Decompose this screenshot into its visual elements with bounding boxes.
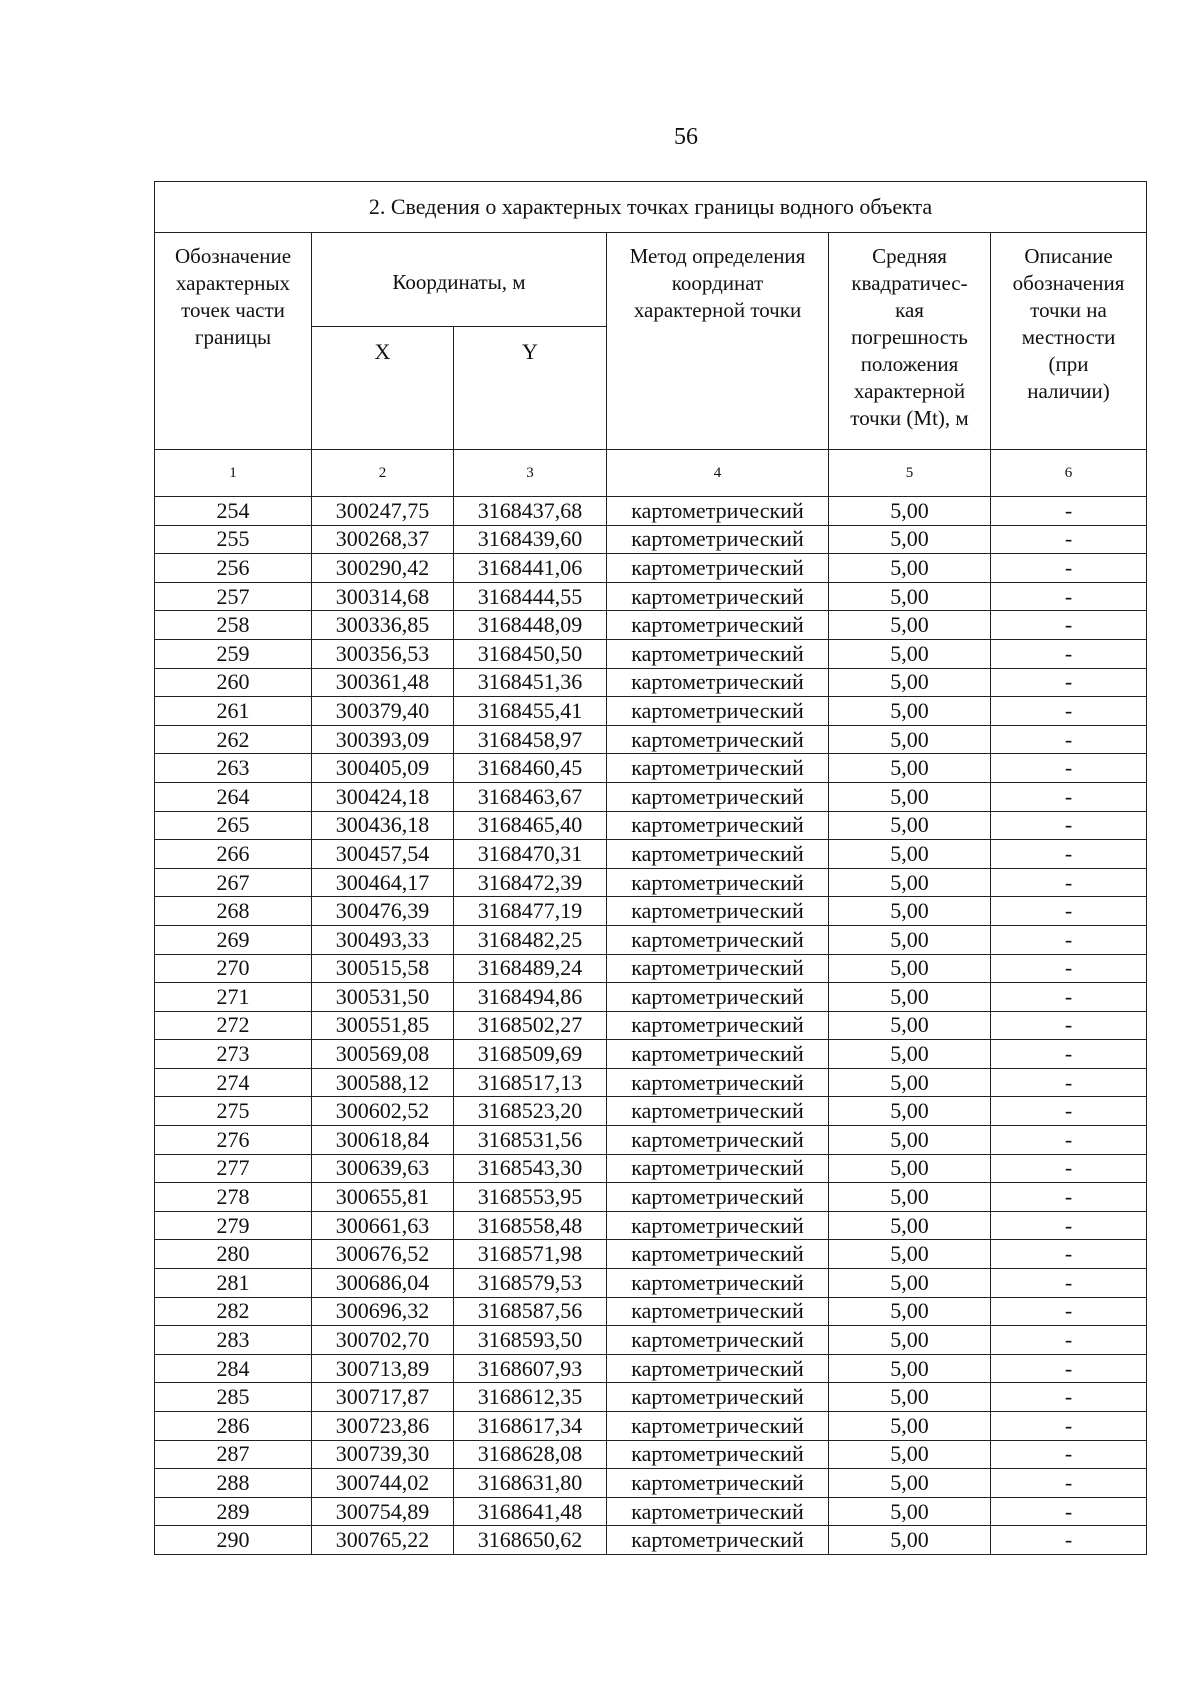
mean-error-cell: 5,00 bbox=[829, 582, 991, 611]
y-coordinate-cell: 3168571,98 bbox=[454, 1240, 607, 1269]
y-coordinate-cell: 3168450,50 bbox=[454, 639, 607, 668]
point-number-cell: 260 bbox=[155, 668, 312, 697]
table-row bbox=[155, 1412, 1147, 1441]
y-coordinate-cell: 3168472,39 bbox=[454, 868, 607, 897]
description-cell: - bbox=[991, 897, 1147, 926]
mean-error-cell: 5,00 bbox=[829, 1269, 991, 1298]
method-cell: картометрический bbox=[607, 525, 829, 554]
table-row bbox=[155, 811, 1147, 840]
point-number-cell: 290 bbox=[155, 1526, 312, 1555]
column-number-cell: 3 bbox=[454, 450, 607, 497]
point-number-cell: 272 bbox=[155, 1011, 312, 1040]
mean-error-cell: 5,00 bbox=[829, 983, 991, 1012]
x-coordinate-cell: 300754,89 bbox=[312, 1497, 454, 1526]
table-body bbox=[155, 497, 1147, 1555]
mean-error-cell: 5,00 bbox=[829, 697, 991, 726]
mean-error-cell: 5,00 bbox=[829, 1240, 991, 1269]
y-coordinate-cell: 3168451,36 bbox=[454, 668, 607, 697]
y-coordinate-cell: 3168517,13 bbox=[454, 1068, 607, 1097]
point-number-cell: 282 bbox=[155, 1297, 312, 1326]
y-coordinate-cell: 3168587,56 bbox=[454, 1297, 607, 1326]
x-coordinate-cell: 300676,52 bbox=[312, 1240, 454, 1269]
method-cell: картометрический bbox=[607, 754, 829, 783]
x-coordinate-cell: 300739,30 bbox=[312, 1440, 454, 1469]
description-cell: - bbox=[991, 1297, 1147, 1326]
point-number-cell: 276 bbox=[155, 1126, 312, 1155]
point-number-cell: 259 bbox=[155, 639, 312, 668]
method-cell: картометрический bbox=[607, 1240, 829, 1269]
description-cell: - bbox=[991, 668, 1147, 697]
point-number-cell: 270 bbox=[155, 954, 312, 983]
y-coordinate-cell: 3168465,40 bbox=[454, 811, 607, 840]
y-coordinate-cell: 3168607,93 bbox=[454, 1354, 607, 1383]
mean-error-cell: 5,00 bbox=[829, 754, 991, 783]
table-row bbox=[155, 1326, 1147, 1355]
mean-error-cell: 5,00 bbox=[829, 782, 991, 811]
mean-error-cell: 5,00 bbox=[829, 1126, 991, 1155]
header-line: (при bbox=[1048, 352, 1089, 376]
description-cell: - bbox=[991, 1269, 1147, 1298]
table-row bbox=[155, 611, 1147, 640]
table-row bbox=[155, 1269, 1147, 1298]
x-coordinate-cell: 300290,42 bbox=[312, 554, 454, 583]
mean-error-cell: 5,00 bbox=[829, 1068, 991, 1097]
description-cell: - bbox=[991, 811, 1147, 840]
method-cell: картометрический bbox=[607, 1068, 829, 1097]
method-cell: картометрический bbox=[607, 1211, 829, 1240]
x-coordinate-cell: 300551,85 bbox=[312, 1011, 454, 1040]
method-cell: картометрический bbox=[607, 639, 829, 668]
column-number-cell: 4 bbox=[607, 450, 829, 497]
column-numbers-row bbox=[155, 450, 1147, 497]
header-line: погрешность bbox=[851, 325, 968, 349]
table-row bbox=[155, 1383, 1147, 1412]
mean-error-cell: 5,00 bbox=[829, 897, 991, 926]
description-cell: - bbox=[991, 754, 1147, 783]
table-row bbox=[155, 525, 1147, 554]
method-cell: картометрический bbox=[607, 1383, 829, 1412]
description-cell: - bbox=[991, 1497, 1147, 1526]
table-row bbox=[155, 725, 1147, 754]
header-line: точки (Mt), м bbox=[850, 406, 969, 430]
table-row bbox=[155, 1297, 1147, 1326]
x-coordinate-cell: 300686,04 bbox=[312, 1269, 454, 1298]
y-coordinate-cell: 3168543,30 bbox=[454, 1154, 607, 1183]
header-line: наличии) bbox=[1027, 379, 1110, 403]
header-line: координат bbox=[671, 271, 764, 295]
x-coordinate-cell: 300336,85 bbox=[312, 611, 454, 640]
header-line: положения bbox=[860, 352, 959, 376]
point-number-cell: 258 bbox=[155, 611, 312, 640]
mean-error-cell: 5,00 bbox=[829, 1183, 991, 1212]
mean-error-cell: 5,00 bbox=[829, 1040, 991, 1069]
table-row bbox=[155, 1126, 1147, 1155]
mean-error-cell: 5,00 bbox=[829, 611, 991, 640]
description-cell: - bbox=[991, 1097, 1147, 1126]
point-number-cell: 286 bbox=[155, 1412, 312, 1441]
table-row bbox=[155, 554, 1147, 583]
table-row bbox=[155, 1354, 1147, 1383]
x-coordinate-cell: 300531,50 bbox=[312, 983, 454, 1012]
mean-error-cell: 5,00 bbox=[829, 1412, 991, 1441]
point-number-cell: 257 bbox=[155, 582, 312, 611]
x-coordinate-cell: 300476,39 bbox=[312, 897, 454, 926]
description-cell: - bbox=[991, 1068, 1147, 1097]
table-row bbox=[155, 639, 1147, 668]
mean-error-cell: 5,00 bbox=[829, 1297, 991, 1326]
table-row bbox=[155, 1040, 1147, 1069]
point-number-cell: 281 bbox=[155, 1269, 312, 1298]
table-row bbox=[155, 954, 1147, 983]
method-cell: картометрический bbox=[607, 668, 829, 697]
header-line: Средняя bbox=[872, 244, 947, 268]
method-cell: картометрический bbox=[607, 925, 829, 954]
description-cell: - bbox=[991, 1240, 1147, 1269]
point-number-cell: 266 bbox=[155, 840, 312, 869]
table-row bbox=[155, 668, 1147, 697]
point-number-cell: 254 bbox=[155, 497, 312, 526]
table-row bbox=[155, 1154, 1147, 1183]
boundary-points-table bbox=[154, 181, 1147, 1555]
y-coordinate-cell: 3168477,19 bbox=[454, 897, 607, 926]
point-number-cell: 261 bbox=[155, 697, 312, 726]
y-coordinate-cell: 3168641,48 bbox=[454, 1497, 607, 1526]
header-line: Описание bbox=[1024, 244, 1113, 268]
y-coordinate-cell: 3168628,08 bbox=[454, 1440, 607, 1469]
method-cell: картометрический bbox=[607, 1097, 829, 1126]
header-mean-error bbox=[829, 233, 991, 450]
x-coordinate-cell: 300436,18 bbox=[312, 811, 454, 840]
x-coordinate-cell: 300713,89 bbox=[312, 1354, 454, 1383]
method-cell: картометрический bbox=[607, 1297, 829, 1326]
header-line: характерных bbox=[175, 271, 291, 295]
method-cell: картометрический bbox=[607, 897, 829, 926]
description-cell: - bbox=[991, 1526, 1147, 1555]
method-cell: картометрический bbox=[607, 1440, 829, 1469]
y-coordinate-cell: 3168650,62 bbox=[454, 1526, 607, 1555]
mean-error-cell: 5,00 bbox=[829, 497, 991, 526]
mean-error-cell: 5,00 bbox=[829, 1154, 991, 1183]
description-cell: - bbox=[991, 1011, 1147, 1040]
y-coordinate-cell: 3168463,67 bbox=[454, 782, 607, 811]
mean-error-cell: 5,00 bbox=[829, 639, 991, 668]
header-x: X bbox=[312, 327, 454, 450]
table-row bbox=[155, 697, 1147, 726]
method-cell: картометрический bbox=[607, 1412, 829, 1441]
description-cell: - bbox=[991, 1154, 1147, 1183]
mean-error-cell: 5,00 bbox=[829, 1383, 991, 1412]
y-coordinate-cell: 3168441,06 bbox=[454, 554, 607, 583]
description-cell: - bbox=[991, 1440, 1147, 1469]
table-row bbox=[155, 925, 1147, 954]
description-cell: - bbox=[991, 1211, 1147, 1240]
header-line: характерной точки bbox=[633, 298, 802, 322]
y-coordinate-cell: 3168489,24 bbox=[454, 954, 607, 983]
y-coordinate-cell: 3168617,34 bbox=[454, 1412, 607, 1441]
table-row bbox=[155, 782, 1147, 811]
point-number-cell: 255 bbox=[155, 525, 312, 554]
method-cell: картометрический bbox=[607, 868, 829, 897]
x-coordinate-cell: 300569,08 bbox=[312, 1040, 454, 1069]
x-coordinate-cell: 300464,17 bbox=[312, 868, 454, 897]
y-coordinate-cell: 3168470,31 bbox=[454, 840, 607, 869]
description-cell: - bbox=[991, 1412, 1147, 1441]
mean-error-cell: 5,00 bbox=[829, 1469, 991, 1498]
table-row bbox=[155, 582, 1147, 611]
y-coordinate-cell: 3168482,25 bbox=[454, 925, 607, 954]
x-coordinate-cell: 300717,87 bbox=[312, 1383, 454, 1412]
mean-error-cell: 5,00 bbox=[829, 1097, 991, 1126]
mean-error-cell: 5,00 bbox=[829, 668, 991, 697]
mean-error-cell: 5,00 bbox=[829, 1211, 991, 1240]
table-row bbox=[155, 1469, 1147, 1498]
method-cell: картометрический bbox=[607, 782, 829, 811]
header-line: квадратичес- bbox=[851, 271, 968, 295]
header-line: обозначения bbox=[1012, 271, 1125, 295]
point-number-cell: 288 bbox=[155, 1469, 312, 1498]
table-row bbox=[155, 1097, 1147, 1126]
point-number-cell: 265 bbox=[155, 811, 312, 840]
page-number: 56 bbox=[674, 124, 698, 150]
method-cell: картометрический bbox=[607, 1497, 829, 1526]
x-coordinate-cell: 300696,32 bbox=[312, 1297, 454, 1326]
point-number-cell: 279 bbox=[155, 1211, 312, 1240]
method-cell: картометрический bbox=[607, 1354, 829, 1383]
x-coordinate-cell: 300765,22 bbox=[312, 1526, 454, 1555]
method-cell: картометрический bbox=[607, 1183, 829, 1212]
y-coordinate-cell: 3168509,69 bbox=[454, 1040, 607, 1069]
table-row bbox=[155, 983, 1147, 1012]
table-row bbox=[155, 1183, 1147, 1212]
y-coordinate-cell: 3168612,35 bbox=[454, 1383, 607, 1412]
method-cell: картометрический bbox=[607, 1269, 829, 1298]
method-cell: картометрический bbox=[607, 1326, 829, 1355]
description-cell: - bbox=[991, 1469, 1147, 1498]
header-line: точки на bbox=[1030, 298, 1107, 322]
table-row bbox=[155, 1526, 1147, 1555]
x-coordinate-cell: 300493,33 bbox=[312, 925, 454, 954]
description-cell: - bbox=[991, 1183, 1147, 1212]
table-row bbox=[155, 897, 1147, 926]
description-cell: - bbox=[991, 1326, 1147, 1355]
point-number-cell: 280 bbox=[155, 1240, 312, 1269]
point-number-cell: 275 bbox=[155, 1097, 312, 1126]
method-cell: картометрический bbox=[607, 697, 829, 726]
x-coordinate-cell: 300702,70 bbox=[312, 1326, 454, 1355]
point-number-cell: 277 bbox=[155, 1154, 312, 1183]
y-coordinate-cell: 3168455,41 bbox=[454, 697, 607, 726]
description-cell: - bbox=[991, 582, 1147, 611]
header-line: точек части bbox=[181, 298, 285, 322]
column-number-cell: 1 bbox=[155, 450, 312, 497]
method-cell: картометрический bbox=[607, 497, 829, 526]
point-number-cell: 264 bbox=[155, 782, 312, 811]
mean-error-cell: 5,00 bbox=[829, 554, 991, 583]
x-coordinate-cell: 300457,54 bbox=[312, 840, 454, 869]
point-number-cell: 283 bbox=[155, 1326, 312, 1355]
method-cell: картометрический bbox=[607, 983, 829, 1012]
point-number-cell: 274 bbox=[155, 1068, 312, 1097]
x-coordinate-cell: 300424,18 bbox=[312, 782, 454, 811]
table-row bbox=[155, 868, 1147, 897]
description-cell: - bbox=[991, 925, 1147, 954]
method-cell: картометрический bbox=[607, 954, 829, 983]
mean-error-cell: 5,00 bbox=[829, 868, 991, 897]
x-coordinate-cell: 300723,86 bbox=[312, 1412, 454, 1441]
point-number-cell: 269 bbox=[155, 925, 312, 954]
method-cell: картометрический bbox=[607, 725, 829, 754]
description-cell: - bbox=[991, 1040, 1147, 1069]
y-coordinate-cell: 3168531,56 bbox=[454, 1126, 607, 1155]
description-cell: - bbox=[991, 840, 1147, 869]
y-coordinate-cell: 3168437,68 bbox=[454, 497, 607, 526]
table-row bbox=[155, 1211, 1147, 1240]
header-description bbox=[991, 233, 1147, 450]
x-coordinate-cell: 300268,37 bbox=[312, 525, 454, 554]
point-number-cell: 284 bbox=[155, 1354, 312, 1383]
mean-error-cell: 5,00 bbox=[829, 525, 991, 554]
mean-error-cell: 5,00 bbox=[829, 725, 991, 754]
method-cell: картометрический bbox=[607, 1040, 829, 1069]
description-cell: - bbox=[991, 983, 1147, 1012]
column-number-cell: 2 bbox=[312, 450, 454, 497]
method-cell: картометрический bbox=[607, 1526, 829, 1555]
column-number-cell: 5 bbox=[829, 450, 991, 497]
x-coordinate-cell: 300356,53 bbox=[312, 639, 454, 668]
mean-error-cell: 5,00 bbox=[829, 1354, 991, 1383]
column-number-cell: 6 bbox=[991, 450, 1147, 497]
table-row bbox=[155, 754, 1147, 783]
point-number-cell: 285 bbox=[155, 1383, 312, 1412]
point-number-cell: 256 bbox=[155, 554, 312, 583]
description-cell: - bbox=[991, 497, 1147, 526]
y-coordinate-cell: 3168502,27 bbox=[454, 1011, 607, 1040]
mean-error-cell: 5,00 bbox=[829, 811, 991, 840]
mean-error-cell: 5,00 bbox=[829, 925, 991, 954]
header-y: Y bbox=[454, 327, 607, 450]
header-coordinates: Координаты, м bbox=[312, 233, 607, 327]
description-cell: - bbox=[991, 725, 1147, 754]
x-coordinate-cell: 300661,63 bbox=[312, 1211, 454, 1240]
mean-error-cell: 5,00 bbox=[829, 1497, 991, 1526]
header-line: Метод определения bbox=[629, 244, 806, 268]
table-row bbox=[155, 497, 1147, 526]
table-row bbox=[155, 840, 1147, 869]
description-cell: - bbox=[991, 1126, 1147, 1155]
mean-error-cell: 5,00 bbox=[829, 1440, 991, 1469]
method-cell: картометрический bbox=[607, 811, 829, 840]
point-number-cell: 263 bbox=[155, 754, 312, 783]
x-coordinate-cell: 300639,63 bbox=[312, 1154, 454, 1183]
description-cell: - bbox=[991, 611, 1147, 640]
mean-error-cell: 5,00 bbox=[829, 1011, 991, 1040]
point-number-cell: 267 bbox=[155, 868, 312, 897]
point-number-cell: 278 bbox=[155, 1183, 312, 1212]
description-cell: - bbox=[991, 954, 1147, 983]
x-coordinate-cell: 300405,09 bbox=[312, 754, 454, 783]
point-number-cell: 273 bbox=[155, 1040, 312, 1069]
y-coordinate-cell: 3168523,20 bbox=[454, 1097, 607, 1126]
y-coordinate-cell: 3168631,80 bbox=[454, 1469, 607, 1498]
header-line: кая bbox=[895, 298, 924, 322]
point-number-cell: 287 bbox=[155, 1440, 312, 1469]
x-coordinate-cell: 300515,58 bbox=[312, 954, 454, 983]
description-cell: - bbox=[991, 639, 1147, 668]
mean-error-cell: 5,00 bbox=[829, 1326, 991, 1355]
header-line: местности bbox=[1021, 325, 1116, 349]
method-cell: картометрический bbox=[607, 582, 829, 611]
method-cell: картометрический bbox=[607, 611, 829, 640]
point-number-cell: 268 bbox=[155, 897, 312, 926]
point-number-cell: 271 bbox=[155, 983, 312, 1012]
boundary-points-table-container bbox=[154, 181, 1146, 1555]
method-cell: картометрический bbox=[607, 1154, 829, 1183]
y-coordinate-cell: 3168444,55 bbox=[454, 582, 607, 611]
description-cell: - bbox=[991, 697, 1147, 726]
table-row bbox=[155, 1240, 1147, 1269]
x-coordinate-cell: 300602,52 bbox=[312, 1097, 454, 1126]
header-method bbox=[607, 233, 829, 450]
y-coordinate-cell: 3168448,09 bbox=[454, 611, 607, 640]
x-coordinate-cell: 300314,68 bbox=[312, 582, 454, 611]
method-cell: картометрический bbox=[607, 1126, 829, 1155]
x-coordinate-cell: 300618,84 bbox=[312, 1126, 454, 1155]
method-cell: картометрический bbox=[607, 554, 829, 583]
description-cell: - bbox=[991, 525, 1147, 554]
x-coordinate-cell: 300247,75 bbox=[312, 497, 454, 526]
y-coordinate-cell: 3168579,53 bbox=[454, 1269, 607, 1298]
x-coordinate-cell: 300393,09 bbox=[312, 725, 454, 754]
point-number-cell: 289 bbox=[155, 1497, 312, 1526]
method-cell: картометрический bbox=[607, 840, 829, 869]
mean-error-cell: 5,00 bbox=[829, 954, 991, 983]
y-coordinate-cell: 3168593,50 bbox=[454, 1326, 607, 1355]
x-coordinate-cell: 300588,12 bbox=[312, 1068, 454, 1097]
header-line: Обозначение bbox=[174, 244, 292, 268]
header-line: границы bbox=[194, 325, 272, 349]
mean-error-cell: 5,00 bbox=[829, 1526, 991, 1555]
method-cell: картометрический bbox=[607, 1011, 829, 1040]
x-coordinate-cell: 300379,40 bbox=[312, 697, 454, 726]
y-coordinate-cell: 3168460,45 bbox=[454, 754, 607, 783]
table-row bbox=[155, 1440, 1147, 1469]
table-title: 2. Сведения о характерных точках границы водного объекта bbox=[155, 182, 1147, 233]
header-point-designation bbox=[155, 233, 312, 450]
y-coordinate-cell: 3168494,86 bbox=[454, 983, 607, 1012]
description-cell: - bbox=[991, 554, 1147, 583]
description-cell: - bbox=[991, 1383, 1147, 1412]
x-coordinate-cell: 300655,81 bbox=[312, 1183, 454, 1212]
y-coordinate-cell: 3168458,97 bbox=[454, 725, 607, 754]
mean-error-cell: 5,00 bbox=[829, 840, 991, 869]
point-number-cell: 262 bbox=[155, 725, 312, 754]
description-cell: - bbox=[991, 868, 1147, 897]
table-row bbox=[155, 1497, 1147, 1526]
description-cell: - bbox=[991, 1354, 1147, 1383]
y-coordinate-cell: 3168553,95 bbox=[454, 1183, 607, 1212]
header-line: характерной bbox=[853, 379, 966, 403]
table-row bbox=[155, 1011, 1147, 1040]
description-cell: - bbox=[991, 782, 1147, 811]
y-coordinate-cell: 3168439,60 bbox=[454, 525, 607, 554]
table-row bbox=[155, 1068, 1147, 1097]
method-cell: картометрический bbox=[607, 1469, 829, 1498]
y-coordinate-cell: 3168558,48 bbox=[454, 1211, 607, 1240]
x-coordinate-cell: 300361,48 bbox=[312, 668, 454, 697]
x-coordinate-cell: 300744,02 bbox=[312, 1469, 454, 1498]
